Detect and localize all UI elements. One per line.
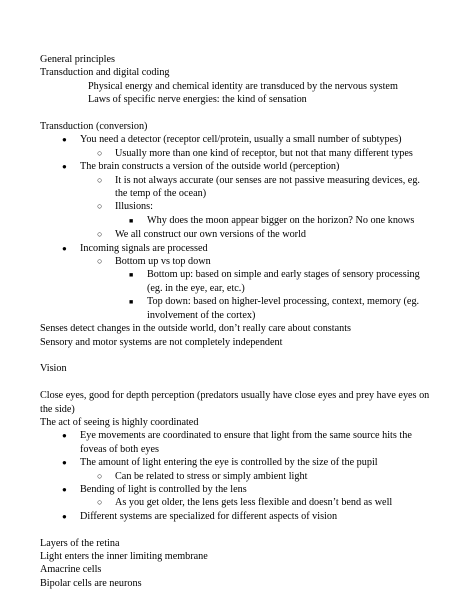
- line-bipolar-cells: Bipolar cells are neurons: [40, 577, 142, 589]
- sub-bullet-item: ○ Bottom up vs top down: [40, 255, 434, 268]
- filled-circle-bullet-icon: [62, 242, 80, 255]
- line-close-eyes: Close eyes, good for depth perception (predators usually have close eyes and prey have eyes on the side): [40, 390, 430, 415]
- blank-line: [40, 349, 434, 362]
- sub-bullet-item: ○ Can be related to stress or simply ambient light: [40, 470, 434, 483]
- heading-transduction: Transduction (conversion): [40, 121, 148, 133]
- hollow-circle-bullet-icon: [97, 470, 115, 483]
- bullet-item: ● The brain constructs a version of the outside world (perception): [40, 160, 434, 173]
- sub-bullet-item: ○ As you get older, the lens gets less flexible and doesn’t bend as well: [40, 496, 434, 509]
- filled-circle-bullet-icon: [62, 133, 80, 146]
- bullet-item: ● The amount of light entering the eye is controlled by the size of the pupil: [40, 456, 434, 469]
- hollow-circle-bullet-icon: [97, 174, 115, 187]
- line-sensory-motor: Sensory and motor systems are not completely independent: [40, 336, 283, 348]
- sub-bullet-item: ○ It is not always accurate (our senses are not passive measuring devices, eg. the temp of the ocean): [40, 174, 434, 201]
- sub-bullet-item: ○ Illusions:: [40, 200, 434, 213]
- filled-circle-bullet-icon: [62, 429, 80, 442]
- line-laws-nerve-energies: Laws of specific nerve energies: the kind of sensation: [88, 94, 307, 106]
- bullet-item: ● Eye movements are coordinated to ensure that light from the same source hits the foveas of both eyes: [40, 429, 434, 456]
- line-act-of-seeing: The act of seeing is highly coordinated: [40, 416, 199, 428]
- sub-bullet-item: ○ We all construct our own versions of the world: [40, 228, 434, 241]
- line-layers-retina: Layers of the retina: [40, 537, 120, 549]
- filled-circle-bullet-icon: [62, 510, 80, 523]
- bullet-item: ● Different systems are specialized for different aspects of vision: [40, 510, 434, 523]
- blank-line: [40, 376, 434, 389]
- filled-circle-bullet-icon: [62, 160, 80, 173]
- line-inner-limiting-membrane: Light enters the inner limiting membrane: [40, 550, 208, 562]
- square-bullet-icon: [129, 214, 147, 228]
- line-amacrine-cells: Amacrine cells: [40, 564, 102, 576]
- blank-line: [40, 107, 434, 120]
- blank-line: [40, 523, 434, 536]
- bullet-item: ● Bending of light is controlled by the lens: [40, 483, 434, 496]
- square-bullet-icon: [129, 268, 147, 282]
- heading-vision: Vision: [40, 363, 67, 375]
- square-bullet-item: ■ Why does the moon appear bigger on the horizon? No one knows: [40, 214, 434, 228]
- hollow-circle-bullet-icon: [97, 255, 115, 268]
- square-bullet-icon: [129, 295, 147, 309]
- hollow-circle-bullet-icon: [97, 147, 115, 160]
- line-transduction-coding: Transduction and digital coding: [40, 67, 170, 79]
- bullet-item: ● Incoming signals are processed: [40, 242, 434, 255]
- square-bullet-item: ■ Bottom up: based on simple and early stages of sensory processing (eg. in the eye, ear, etc.): [40, 268, 434, 295]
- hollow-circle-bullet-icon: [97, 496, 115, 509]
- hollow-circle-bullet-icon: [97, 200, 115, 213]
- square-bullet-item: ■ Top down: based on higher-level processing, context, memory (eg. involvement of the cortex): [40, 295, 434, 322]
- hollow-circle-bullet-icon: [97, 228, 115, 241]
- bullet-item: ● You need a detector (receptor cell/protein, usually a small number of subtypes): [40, 133, 434, 146]
- line-senses-detect: Senses detect changes in the outside world, don’t really care about constants: [40, 323, 352, 335]
- filled-circle-bullet-icon: [62, 456, 80, 469]
- heading-general-principles: General principles: [40, 54, 115, 65]
- filled-circle-bullet-icon: [62, 483, 80, 496]
- line-physical-energy: Physical energy and chemical identity are transduced by the nervous system: [88, 80, 398, 92]
- sub-bullet-item: ○ Usually more than one kind of receptor, but not that many different types: [40, 147, 434, 160]
